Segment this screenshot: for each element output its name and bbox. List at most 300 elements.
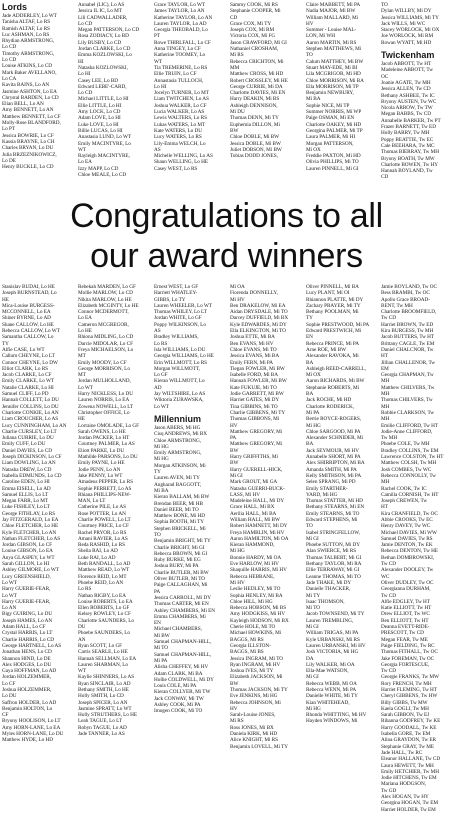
- name-entry: Anya GLASPEY, Lo WT: [2, 554, 55, 561]
- name-entry: Jessica BOWRIE, Lo CF: [2, 132, 54, 139]
- name-entry: Lo GF: [154, 372, 168, 379]
- column-3-bottom: [154, 284, 224, 715]
- name-entry: William HALL, Mi BW: [230, 516, 280, 523]
- name-entry: Kieran WILLMOTT, Lo: [154, 378, 205, 385]
- name-entry: Tanisha ALTAF, Lo RS: [2, 19, 51, 26]
- name-entry: Elian BELL, Lo AN: [2, 101, 44, 108]
- name-entry: LON, Mi WH: [306, 33, 336, 40]
- name-entry: Cheryl GIBBENS, Tw HW: [381, 693, 438, 700]
- name-entry: Stephen BRICKELL, Mi: [154, 525, 206, 532]
- name-entry: George HARTNELL, Lo AS: [2, 642, 62, 649]
- name-entry: Emily MACINTYRE, Lo: [78, 140, 131, 147]
- name-entry: Ben EVANS, Mi HV: [230, 340, 274, 347]
- name-entry: Kate FUKUJE, Mi TO: [230, 384, 277, 391]
- name-entry: Aidan DRYSDALE, Mi TO: [230, 309, 288, 316]
- name-entry: Stephen MATTHEWS, Mi: [306, 46, 362, 53]
- name-entry: Mi TO: [154, 645, 168, 652]
- section-heading-lords: Lords: [2, 2, 28, 12]
- name-entry: Jamie DENTON, Tw EK: [381, 542, 433, 549]
- name-entry: MCCONNELL, Lo EA: [2, 309, 51, 316]
- name-entry: YARD, Mi HG: [306, 491, 338, 498]
- name-entry: Camilla CORNISH, Tw HT: [381, 491, 439, 498]
- name-entry: George CURRIE, Mi DA: [230, 83, 283, 90]
- name-entry: Jordan CLARKE, Lo CD: [78, 46, 131, 53]
- name-entry: Leslie HEDLEY, Mi TO: [230, 586, 281, 593]
- name-entry: Fiorenda DONNELLY,: [230, 290, 278, 297]
- name-entry: Saffron HOLDER, Lo AD: [2, 699, 57, 706]
- name-entry: Ella-Mae WATSON,: [306, 668, 349, 675]
- name-entry: Harriet HOLDER, Tw EM: [381, 806, 436, 813]
- name-entry: Crystal HARRIS, Lo LT: [2, 630, 53, 637]
- name-entry: Kieran COLLYER, Mi TW: [154, 689, 211, 696]
- name-entry: Harry GRIFFITHS, Mi: [230, 454, 278, 461]
- name-entry: Calum MATTHEY, Mi BW: [306, 58, 364, 65]
- name-entry: Connor MCDERMOTT,: [78, 309, 129, 316]
- name-entry: EM: [381, 365, 389, 372]
- name-entry: Kaylie SHINNERS, Lo AS: [78, 674, 135, 681]
- name-entry: Kieran BALLAM, Mi BW: [154, 494, 210, 501]
- column-4-top: [230, 2, 300, 190]
- name-list: [2, 13, 72, 170]
- name-entry: Mi GI: [230, 472, 243, 479]
- name-entry: Matthew GREGORY, Mi: [230, 441, 283, 448]
- name-entry: HE: [78, 416, 85, 423]
- name-entry: Michael LITTLE, Lo HI: [78, 96, 129, 103]
- name-entry: Jocelyn TURNER, Lo MT: [154, 90, 209, 97]
- name-entry: Lily WALKER, Mi OA: [306, 661, 355, 668]
- name-entry: Liam DOWLING, Lo AN: [2, 460, 56, 467]
- name-list: [230, 2, 300, 159]
- name-entry: Lo PT: [2, 126, 16, 133]
- name-list: [306, 2, 376, 172]
- name-entry: Lo CD: [78, 20, 93, 27]
- name-entry: Mi RS: [230, 52, 244, 59]
- name-entry: Stuart MAY-EDE, Mi BI: [306, 64, 358, 71]
- name-entry: Kavita BAINS, Lo AN: [2, 82, 50, 89]
- name-entry: Josh COMBES, Tw WC: [381, 466, 432, 473]
- column-4-bottom: [230, 284, 300, 750]
- name-entry: Billie LUCAS, Lo HI: [78, 127, 123, 134]
- name-entry: Thomas JACKSON, Mi TY: [230, 687, 288, 693]
- name-entry: Hollie COLDWELL, Mi DY: [154, 676, 214, 683]
- name-entry: TO: [306, 52, 313, 59]
- name-entry: Holly BARRY, Tw MH: [381, 130, 430, 137]
- name-entry: Billy GIBBS, Tw MW: [381, 699, 428, 706]
- name-entry: Mi OX: [306, 372, 321, 379]
- column-3-top: [154, 2, 224, 190]
- name-entry: Rhiannon PLATTE, Mi DY: [306, 296, 364, 303]
- name-entry: James TAYLOR, Lo AN: [154, 8, 205, 15]
- name-entry: Samuel CHAPMAN-HILL,: [154, 651, 212, 658]
- name-entry: AS: [154, 146, 161, 153]
- name-entry: Thomas BIERRAY, Tw MH: [381, 149, 439, 156]
- name-entry: Dylan WILLBY, Mi DY: [381, 8, 432, 15]
- name-entry: Ella ELKINGTON, Mi TO: [230, 328, 286, 335]
- name-entry: Bradley WILLIAMS,: [154, 334, 199, 341]
- name-entry: Jillian CHALLENOR, Tw: [381, 359, 436, 366]
- name-entry: Thomas STATTER, Mi HD: [306, 498, 363, 505]
- name-entry: Edward LEBE'-CARD,: [78, 83, 127, 90]
- name-entry: Lo CD: [2, 57, 17, 64]
- name-entry: Lauren TAYLOR, Lo AD: [154, 20, 207, 27]
- name-entry: William TRIGAS, Mi PA: [306, 630, 359, 637]
- banner-line-2: our award winners: [90, 237, 363, 275]
- name-list: [2, 284, 72, 744]
- name-entry: CF: [2, 712, 9, 719]
- name-entry: Amy BENNETT, Lo AN: [2, 107, 54, 114]
- name-entry: Charlie BUTLER, Mi BW: [154, 569, 209, 576]
- name-entry: Nadia MAJOR, Mi BW: [306, 8, 356, 15]
- name-entry: Shannon HIND, Lo DE: [2, 655, 51, 662]
- name-entry: Isabelle FORD, Mi BA: [230, 372, 278, 379]
- name-entry: Thomas GIBBONS, Mi: [230, 416, 280, 423]
- name-entry: Jade THAKE, Mi DY: [306, 579, 352, 586]
- name-entry: Lo CA: [2, 75, 17, 82]
- name-entry: Angharad BAGGOTT,: [154, 481, 202, 488]
- name-entry: Apollo Grace BROAD-: [381, 296, 430, 303]
- name-entry: TY: [2, 340, 9, 347]
- name-entry: WC: [381, 573, 390, 580]
- name-entry: Mi DU: [230, 109, 245, 116]
- name-entry: Tina GIBBINS, Mi TO: [230, 403, 278, 410]
- name-entry: Stephanie ROBERTS, Mi: [306, 384, 360, 391]
- name-entry: Rebecca CONNOLLY, Tw: [381, 472, 436, 479]
- name-entry: Darcie MIDOLAR, Lo CF: [78, 340, 133, 347]
- name-entry: George FITHLAY, Lo RS: [2, 510, 56, 517]
- name-entry: Mi PA: [306, 409, 320, 416]
- name-entry: MAN, Lo LT: [78, 498, 106, 505]
- name-entry: Jordan GIBSON, Lo CF: [2, 542, 53, 549]
- name-entry: Grace HALL, Mi BX: [230, 504, 275, 511]
- name-entry: Benjamin NEWBURY,: [306, 90, 354, 97]
- name-entry: Mi HG: [230, 548, 245, 555]
- name-entry: Freddie PAXTON, Mi HD: [306, 153, 361, 160]
- name-entry: Samuel CLIFF, Lo PD: [2, 391, 49, 398]
- name-entry: Matthew BENNETT, Lo CF: [2, 113, 61, 120]
- name-entry: Molly-Rose BLANDFORD,: [2, 120, 61, 127]
- name-entry: Matthew BONE, Mi HD: [154, 513, 205, 520]
- name-entry: Mi HV: [230, 579, 245, 586]
- name-entry: Julia BRZEZNIKOWICZ,: [2, 151, 57, 158]
- name-entry: Charlie HARRIS, Lo CD: [2, 636, 55, 643]
- name-entry: Luke FISHLEY, Lo LT: [2, 504, 50, 511]
- name-entry: Amadeus PEPPER, Lo RS: [78, 479, 133, 486]
- column-6-bottom: [381, 284, 451, 813]
- name-entry: Lewis WALTERS, Lo RS: [154, 115, 207, 122]
- name-entry: Katie ELLIOTT, Tw HT: [381, 605, 432, 612]
- name-entry: Shiner BYRNE, Lo AD: [2, 315, 51, 322]
- name-entry: Sophie PRESTWOOD, Mi PA: [306, 321, 370, 328]
- name-entry: Courtney PALMER, Lo AS: [78, 441, 135, 448]
- name-entry: Eleanor HALLANE, Tw CD: [381, 756, 441, 763]
- name-entry: Ryan SINCLAIR, Lo AD: [78, 680, 131, 687]
- name-entry: Beth RANDALL, Lo AD: [78, 561, 131, 568]
- name-entry: Michael HOWKINS, Mi: [230, 630, 282, 637]
- name-entry: Joseph CREWEN, Tw: [381, 498, 428, 505]
- name-entry: Jodie PENN, Lo AN: [78, 466, 121, 473]
- name-entry: Chloe HILL, Mi HG: [230, 598, 273, 605]
- name-entry: Louis COLE, Mi PA: [154, 683, 197, 690]
- name-entry: Wiktoria ZURAWSKA,: [154, 397, 204, 404]
- name-entry: AS: [154, 328, 161, 335]
- name-entry: Brittany CAGLE, Tw EM: [381, 340, 435, 347]
- name-entry: Louise GIBSON, Lo EA: [2, 548, 53, 555]
- name-entry: Mi BA: [306, 96, 321, 103]
- name-entry: Thomas CARTER, Mi EN: [154, 601, 209, 608]
- name-entry: Isabel STRINGFELLOW,: [306, 529, 360, 536]
- name-entry: Phoebe SUTTON, Mi DY: [306, 542, 361, 549]
- name-entry: Natalie CLARKE, Lo HI: [2, 384, 54, 391]
- name-list: [78, 284, 148, 737]
- name-entry: Thomas CHILVERS, Tw: [381, 397, 433, 404]
- name-entry: TO: [381, 2, 388, 8]
- name-entry: Emily HETCHIER, Tw MH: [381, 768, 439, 775]
- name-entry: BAGGS, Mi BS: [230, 649, 264, 656]
- name-entry: Lili CADWALLADER,: [78, 14, 128, 21]
- name-entry: Alan SWIERCE, Mi RS: [306, 548, 357, 555]
- name-entry: HI: [78, 58, 84, 65]
- name-entry: Ashleigh DENNISON,: [230, 102, 278, 109]
- name-entry: MH: [381, 479, 390, 486]
- name-entry: Nathan FLETCHER, Lo AS: [2, 535, 61, 542]
- name-entry: Rhonda WHITTING, Mi HV: [306, 712, 367, 719]
- name-entry: Daniel BEER, Mi TO: [154, 506, 199, 513]
- name-entry: HT: [381, 353, 388, 360]
- name-entry: Alice KNIGHT, Mi RS: [230, 737, 278, 744]
- name-entry: Bryony HOOLISON, Lo LT: [2, 718, 61, 725]
- name-entry: William MALLARD, Mi: [306, 14, 359, 21]
- name-entry: Lo RS: [78, 586, 92, 593]
- name-entry: Mi HG: [154, 456, 169, 463]
- name-entry: Hannah BOYLAND, Tw: [381, 168, 433, 175]
- name-entry: Phoebe SAUNDERS, Lo: [78, 630, 130, 637]
- name-entry: Rebecca CRICHTON, Mi: [230, 58, 284, 65]
- name-entry: Phoebe COLE, Tw MH: [381, 441, 430, 448]
- name-entry: Emily CLARKE, Lo WT: [2, 378, 55, 385]
- name-entry: Edward STEPHENS, Mi: [306, 516, 358, 523]
- name-entry: Gaya HOFFMAN, Lo AD: [2, 668, 57, 675]
- name-entry: Brendan BEER, Mi HB: [154, 500, 203, 507]
- name-entry: BW: [230, 127, 239, 134]
- name-entry: Amy HODGKISS, Mi HV: [230, 611, 286, 618]
- name-entry: Myles HORN-LANE, Lo DU: [2, 731, 64, 738]
- name-entry: Lo HE: [78, 328, 92, 335]
- name-entry: WT: [78, 146, 87, 153]
- name-entry: Benjamin LOVELL, Mi TY: [230, 743, 289, 750]
- name-entry: Jessica IL IC, Lo MT: [78, 8, 122, 15]
- name-entry: Jonathan HENS, Lo CD: [2, 649, 52, 656]
- name-entry: Georgina HOGAN, Tw EM: [381, 800, 439, 807]
- name-entry: Emma CHAMBERS, Mi: [154, 613, 206, 620]
- name-entry: Lily BUSBY, Lo CD: [78, 39, 122, 46]
- name-entry: Sammy COOK, Mi RS: [230, 2, 278, 8]
- name-entry: Harriet BROWN, Tw ED: [381, 321, 434, 328]
- name-entry: Jade ADDERLEY, Lo WT: [2, 13, 57, 19]
- name-entry: Emily STARTHER-: [306, 485, 348, 492]
- name-entry: Nicola ARROW, Tw TW: [381, 105, 433, 112]
- name-entry: Mi HG: [154, 443, 169, 450]
- name-entry: Lauren WHEELER, Lo WT: [154, 302, 212, 309]
- name-entry: Alex HOGAN, Tw HY: [381, 794, 429, 801]
- name-entry: Rosa ZODIACY, Lo BD: [78, 33, 129, 40]
- name-entry: Shane CALLOW, Lo HE: [2, 321, 54, 328]
- name-entry: Grace COX, Mi TY: [230, 20, 272, 27]
- name-entry: Chloe SARGOOD, Mi PA: [306, 428, 361, 435]
- name-entry: BENT, Tw MH: [381, 302, 413, 309]
- name-entry: Georgianna DURHAM,: [381, 586, 431, 593]
- name-entry: Izzy MAPP, Lo CD: [78, 165, 119, 172]
- name-entry: Jake FOREMAN, Tw OC: [381, 655, 435, 662]
- name-entry: Jason CRAWFORD, Mi GI: [230, 39, 287, 46]
- name-entry: Jessica EVANS, Mi BA: [230, 353, 280, 360]
- name-entry: Natasha DREW, Lo CD: [2, 466, 52, 473]
- name-entry: Bradley COLLINS, Tw EM: [381, 447, 439, 454]
- name-entry: Alexander SCHNIDER, Mi: [306, 435, 364, 442]
- name-entry: Robert CROSSLEY, Mi HE: [230, 77, 288, 84]
- name-entry: Mariana HODGSON,: [381, 781, 426, 788]
- name-entry: CD: [381, 174, 389, 181]
- name-entry: Kassia BRAYNE, Lo CH: [2, 138, 55, 145]
- name-entry: Lo WT: [154, 403, 169, 410]
- name-entry: Mi OX: [306, 146, 321, 153]
- name-entry: Lauren TREMBLING,: [306, 617, 354, 624]
- name-entry: PRESCOTT, Tw CD: [381, 630, 424, 637]
- name-entry: Summer - Louise MAL-: [306, 27, 357, 34]
- name-entry: WT: [154, 58, 163, 65]
- name-entry: Lucia WALKER, Lo AS: [154, 109, 205, 116]
- name-entry: EN: [154, 620, 161, 627]
- name-entry: Deanna EVETT-RIDE-: [381, 624, 430, 631]
- name-entry: Georgie FRANKS, Tw MW: [381, 674, 439, 681]
- name-entry: Charlie CURSLEY, Lo LT: [2, 428, 57, 435]
- name-entry: Darcey DUFFIELD, Mi BX: [230, 315, 289, 322]
- name-entry: Mathilde PARSONS, Lo DU: [78, 454, 138, 461]
- name-entry: Matthew HYDE, Lo HD: [2, 737, 53, 744]
- name-entry: Rihanna GODFREY, Tw KE: [381, 718, 441, 725]
- name-entry: Megan FARR, Lo MT: [2, 498, 49, 505]
- name-entry: Chloe FLETCHER, Lo HE: [2, 523, 59, 530]
- name-entry: Emilie CLIFFORD, Tw HT: [381, 422, 439, 429]
- name-entry: Adam HALL, Lo CF: [2, 624, 46, 631]
- name-entry: Lo AN: [2, 605, 17, 612]
- name-entry: Joseph SPICER, Lo AN: [78, 699, 128, 706]
- name-entry: Rowe THIRLFALL, Lo CF: [154, 39, 211, 46]
- column-5-bottom: [306, 284, 376, 725]
- name-entry: Henry BUCKLE, Lo CD: [2, 164, 54, 171]
- name-entry: Liam TWITCHEN, Lo AS: [154, 96, 209, 103]
- name-entry: Joseph DICKINSON, Lo CF: [2, 454, 62, 461]
- name-entry: Lauren SHARMAN, Lo: [78, 661, 128, 668]
- name-entry: Rowan WYATT, Mi HD: [381, 39, 432, 46]
- name-entry: TO: [306, 523, 313, 530]
- name-entry: Daniela KIRK, Mi HD: [230, 731, 278, 738]
- name-entry: Stephanie COOPER, Mi: [230, 8, 281, 15]
- name-entry: Harry GUERELL-HICK,: [230, 466, 283, 473]
- name-list: [381, 61, 451, 181]
- name-entry: Matthew COLSH, Tw MH: [381, 460, 437, 467]
- name-list: [381, 2, 451, 46]
- name-entry: Tw CD: [381, 561, 396, 568]
- name-entry: Chrystal BARDEN, Lo CD: [2, 94, 59, 101]
- name-entry: Mi TY: [306, 592, 321, 599]
- name-entry: Kira BURGESS, Tw MH: [381, 328, 434, 335]
- name-entry: Megan FEAR, Tw ME: [381, 636, 428, 643]
- name-entry: Amy HORN-LANE, Lo EA: [2, 724, 61, 731]
- name-entry: Samuel CHAPMAN-HILL,: [154, 639, 212, 646]
- name-entry: Ashley GILMORE, Lo WT: [2, 567, 59, 574]
- name-entry: Michael CHAMBERS,: [154, 626, 202, 633]
- name-entry: Jay WILTSHIRE, Lo AS: [154, 391, 206, 398]
- name-entry: Mark GROUT, Mi GA: [230, 479, 278, 486]
- name-entry: Bethany STEARNS, Mi EN: [306, 504, 365, 511]
- name-entry: Hayden WINDOWS, Mi: [306, 718, 358, 725]
- name-entry: Kate WATERS, Lo DU: [154, 127, 202, 134]
- name-entry: Mica-Louise BURGESS-: [2, 302, 55, 309]
- name-entry: Lo WT: [78, 384, 93, 391]
- name-entry: Elliot CLARK, Lo RS: [2, 365, 49, 372]
- name-entry: Jack CONWAY, Mi TW: [154, 695, 204, 702]
- name-entry: Lucy GREENSHIELD,: [2, 573, 51, 580]
- name-entry: Tw CD: [381, 315, 396, 322]
- name-entry: Chloe DOBLE, Mi BW: [230, 134, 279, 141]
- name-entry: Chloe ARMSTRONG,: [154, 437, 202, 444]
- name-entry: Bethany POOLMAN, Mi: [306, 309, 359, 316]
- name-entry: Charlotte SAUNDERS, Lo: [78, 617, 134, 624]
- name-entry: Louise ATKINS, Lo CD: [2, 63, 53, 70]
- name-entry: Leanne THOMAS, Mi TO: [306, 573, 361, 580]
- name-entry: Charlotte OAKEY, Mi HD: [306, 121, 362, 128]
- name-entry: Robyn TAGUE, Lo AD: [78, 724, 127, 731]
- name-entry: Elizabeth MCGINTY, Lo HE: [78, 302, 139, 309]
- name-entry: Nikita MARLOW, Lo HE: [78, 296, 132, 303]
- name-entry: Luke LOVE, Lo HI: [78, 121, 119, 128]
- congratulations-banner: [0, 190, 453, 282]
- name-entry: Mi HV: [230, 296, 245, 303]
- name-entry: Connor CHEYNE, Lo DW: [2, 359, 58, 366]
- name-entry: Samuel ELLIS, Lo LT: [2, 491, 49, 498]
- name-entry: Tiegan FOWLER, Mi BW: [230, 365, 285, 372]
- name-entry: Hannah FOWLER, Mi BW: [230, 378, 287, 385]
- name-entry: Rachel PRYOR, Lo RS: [78, 529, 127, 536]
- name-entry: Harriet GATES, Mi DY: [230, 397, 280, 404]
- name-entry: Alexander DOOLEY, Tw: [381, 567, 434, 574]
- name-entry: Isabella EDMUNDS, Lo CD: [2, 472, 62, 479]
- name-entry: Michael DAVIES, Mi WW: [381, 529, 437, 536]
- name-entry: Emily PAYNE, Lo HE: [78, 460, 125, 467]
- name-entry: Jacob BUTTERS, Tw HT: [381, 334, 435, 341]
- name-entry: Charlotte DAVIES, Mi EN: [230, 90, 286, 97]
- name-entry: Casey WEST, Lo RS: [154, 165, 198, 172]
- name-entry: Morgan ATKINSON, Mi: [154, 462, 206, 469]
- name-entry: Chloe MEALE, Lo CD: [78, 172, 127, 179]
- name-entry: Michelle WELLING, Lo AS: [154, 153, 213, 160]
- name-entry: Georgia FORTESCUE,: [381, 661, 430, 668]
- name-entry: Rebecca JOHNSON, Mi: [230, 699, 281, 706]
- name-list: [154, 284, 224, 410]
- name-entry: AD: [154, 384, 162, 391]
- name-entry: Lauren NORRIS, Lo EA: [78, 397, 130, 404]
- name-entry: Luke RAI, Lo AD: [78, 554, 116, 561]
- name-entry: Olivia PHILLIPS, Mi TO: [306, 159, 359, 166]
- name-entry: Rhiona MIDLING, Lo CD: [78, 334, 134, 341]
- name-entry: Georgia CHAPMAN, Tw: [381, 372, 434, 379]
- name-entry: Rayleigh MACINTYRE,: [78, 153, 130, 160]
- name-entry: DA: [306, 655, 314, 662]
- name-entry: Rebecca WENN, Mi PA: [306, 687, 357, 693]
- name-entry: Harriet FLEMING, Tw HT: [381, 687, 437, 693]
- name-entry: Hannah SELLMAN, Lo EA: [78, 655, 137, 662]
- name-entry: Megan PATTERSON, Lo CD: [78, 27, 140, 34]
